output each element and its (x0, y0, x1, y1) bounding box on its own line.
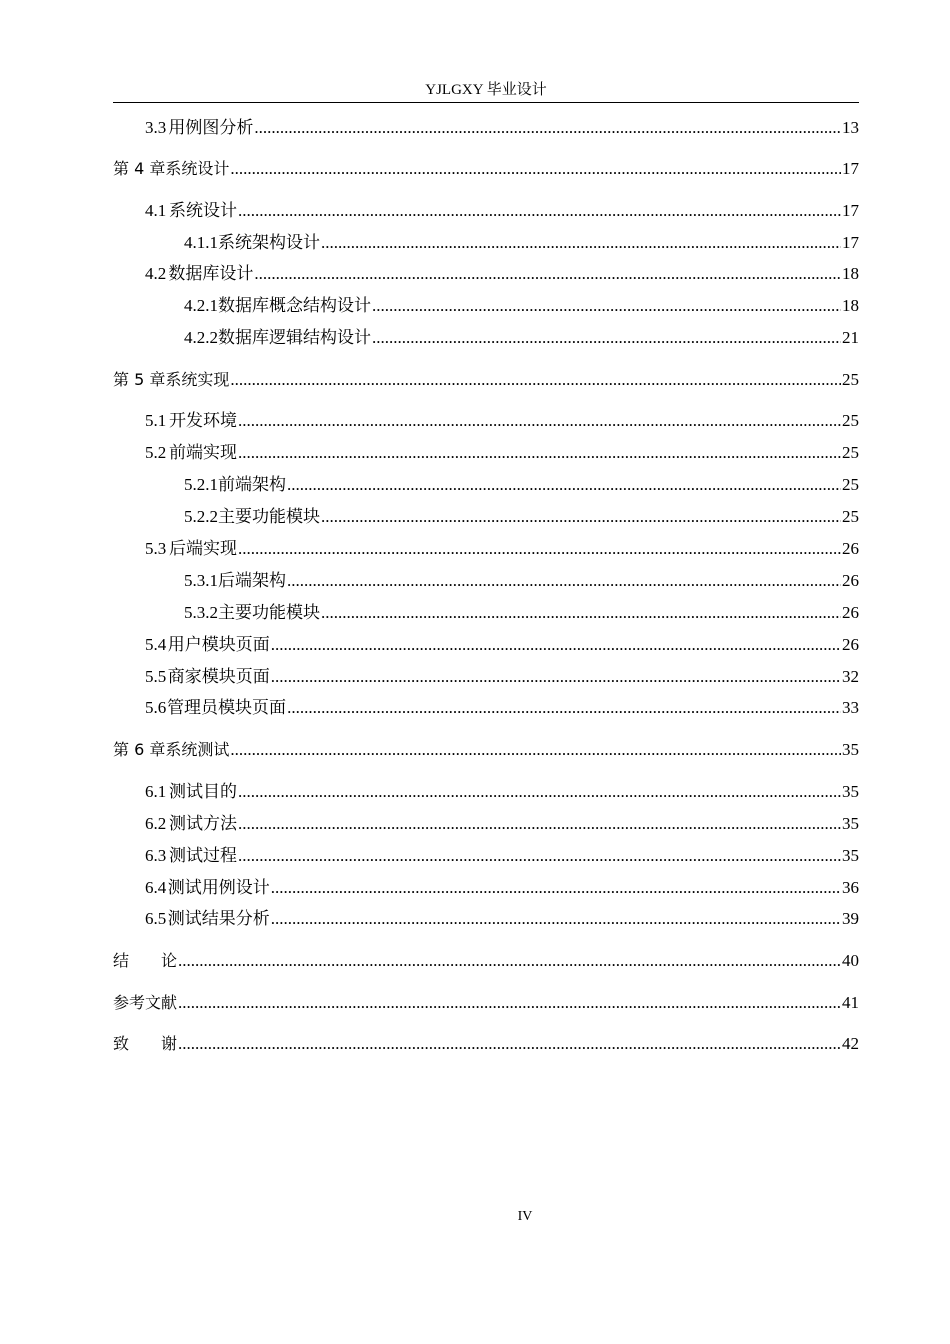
toc-dot-leader (271, 663, 841, 691)
toc-entry[interactable] (113, 599, 859, 627)
toc-entry-title: 后端实现 (169, 539, 238, 558)
toc-dot-leader (271, 631, 841, 659)
page-footer (50, 1208, 950, 1226)
toc-entry-number: 5.3 (145, 539, 167, 558)
header-title: YJLGXY 毕业设计 (425, 82, 547, 98)
toc-entry-title: 结 论 (113, 951, 178, 970)
toc-entry[interactable] (113, 694, 859, 722)
toc-entry[interactable] (113, 874, 859, 902)
toc-entry-page: 35 (842, 740, 859, 759)
toc-entry[interactable] (113, 663, 859, 691)
toc-entry[interactable] (113, 503, 859, 531)
toc-entry-title: 管理员模块页面 (167, 698, 287, 717)
toc-entry-title: 参考文献 (113, 993, 178, 1012)
toc-entry-page: 41 (842, 993, 859, 1012)
toc-entry[interactable] (113, 407, 859, 435)
toc-entry[interactable] (113, 229, 859, 257)
toc-dot-leader (287, 471, 841, 499)
toc-dot-leader (321, 229, 841, 257)
toc-entry[interactable] (113, 366, 859, 394)
header-rule (113, 102, 859, 103)
toc-entry-page: 17 (842, 233, 859, 252)
toc-entry-title: 数据库概念结构设计 (218, 296, 371, 315)
toc-dot-leader (238, 197, 841, 225)
toc-entry-number: 6.2 (145, 814, 167, 833)
toc-entry-page: 35 (842, 846, 859, 865)
toc-entry-number: 第 6 章 (113, 740, 166, 759)
toc-entry-title: 主要功能模块 (218, 507, 320, 526)
toc-entry-title: 系统测试 (165, 740, 230, 759)
toc-dot-leader (178, 1030, 841, 1058)
toc-entry-number: 5.5 (145, 667, 167, 686)
toc-entry[interactable] (113, 810, 859, 838)
toc-dot-leader (372, 324, 841, 352)
toc-entry-title: 用例图分析 (168, 118, 254, 137)
toc-entry-number: 5.2 (145, 443, 167, 462)
toc-entry-page: 25 (842, 370, 859, 389)
toc-entry-number: 6.5 (145, 909, 167, 928)
toc-entry-number: 6.3 (145, 846, 167, 865)
toc-entry-number: 第 5 章 (113, 370, 166, 389)
toc-dot-leader (254, 114, 841, 142)
toc-entry-title: 开发环境 (169, 411, 238, 430)
toc-dot-leader (321, 503, 841, 531)
toc-entry-title: 系统实现 (165, 370, 230, 389)
toc-dot-leader (230, 366, 841, 394)
toc-dot-leader (238, 810, 841, 838)
toc-entry-page: 17 (842, 159, 859, 178)
toc-dot-leader (230, 155, 841, 183)
toc-entry-page: 18 (842, 296, 859, 315)
toc-entry-page: 25 (842, 475, 859, 494)
toc-entry-number: 6.1 (145, 782, 167, 801)
toc-entry-page: 26 (842, 571, 859, 590)
toc-entry-number: 4.2.1 (184, 296, 218, 315)
toc-entry[interactable] (113, 324, 859, 352)
toc-entry-page: 40 (842, 951, 859, 970)
toc-entry-page: 25 (842, 411, 859, 430)
toc-entry-number: 3.3 (145, 118, 167, 137)
toc-entry[interactable] (113, 471, 859, 499)
toc-entry[interactable] (113, 989, 859, 1017)
toc-entry-title: 数据库设计 (168, 264, 254, 283)
toc-entry-title: 测试过程 (169, 846, 238, 865)
toc-entry[interactable] (113, 439, 859, 467)
toc-entry-number: 4.1.1 (184, 233, 218, 252)
toc-entry-number: 4.2 (145, 264, 167, 283)
toc-entry[interactable] (113, 1030, 859, 1058)
toc-entry-page: 35 (842, 814, 859, 833)
toc-entry-number: 5.1 (145, 411, 167, 430)
toc-entry-page: 32 (842, 667, 859, 686)
toc-entry-title: 测试目的 (169, 782, 238, 801)
toc-entry[interactable] (113, 736, 859, 764)
toc-entry-page: 26 (842, 539, 859, 558)
toc-entry-title: 系统设计 (169, 201, 238, 220)
toc-entry[interactable] (113, 155, 859, 183)
toc-dot-leader (238, 842, 841, 870)
toc-entry[interactable] (113, 631, 859, 659)
toc-dot-leader (230, 736, 841, 764)
toc-dot-leader (287, 567, 841, 595)
toc-entry-number: 4.2.2 (184, 328, 218, 347)
toc-dot-leader (321, 599, 841, 627)
toc-entry-page: 42 (842, 1034, 859, 1053)
toc-entry-page: 25 (842, 507, 859, 526)
toc-entry-title: 用户模块页面 (167, 635, 270, 654)
toc-entry[interactable] (113, 947, 859, 975)
toc-dot-leader (178, 989, 841, 1017)
toc-entry[interactable] (113, 905, 859, 933)
toc-entry-number: 5.4 (145, 635, 167, 654)
toc-dot-leader (238, 439, 841, 467)
toc-dot-leader (178, 947, 841, 975)
toc-entry-number: 5.6 (145, 698, 167, 717)
toc-entry[interactable] (113, 778, 859, 806)
toc-entry-page: 39 (842, 909, 859, 928)
toc-entry-number: 5.2.2 (184, 507, 218, 526)
toc-dot-leader (372, 292, 841, 320)
toc-entry[interactable] (113, 197, 859, 225)
toc-entry[interactable] (113, 842, 859, 870)
toc-dot-leader (238, 778, 841, 806)
toc-entry-page: 26 (842, 635, 859, 654)
toc-dot-leader (271, 874, 841, 902)
toc-entry[interactable] (113, 114, 859, 142)
toc-entry-page: 18 (842, 264, 859, 283)
toc-entry-title: 前端架构 (218, 475, 286, 494)
toc-entry[interactable] (113, 260, 859, 288)
toc-entry-page: 26 (842, 603, 859, 622)
toc-entry-page: 33 (842, 698, 859, 717)
toc-dot-leader (238, 535, 841, 563)
toc-entry-title: 系统设计 (165, 159, 230, 178)
toc-entry[interactable] (113, 535, 859, 563)
toc-entry-title: 主要功能模块 (218, 603, 320, 622)
toc-dot-leader (238, 407, 841, 435)
toc-entry-number: 5.2.1 (184, 475, 218, 494)
page-header (113, 80, 859, 100)
toc-entry-number: 4.1 (145, 201, 167, 220)
toc-entry-page: 13 (842, 118, 859, 137)
toc-dot-leader (271, 905, 841, 933)
toc-entry-page: 21 (842, 328, 859, 347)
toc-entry-title: 系统架构设计 (218, 233, 320, 252)
toc-entry-number: 第 4 章 (113, 159, 166, 178)
toc-entry-page: 36 (842, 878, 859, 897)
toc-entry-number: 6.4 (145, 878, 167, 897)
toc-entry-number: 5.3.2 (184, 603, 218, 622)
toc-entry-title: 测试方法 (169, 814, 238, 833)
toc-entry-page: 17 (842, 201, 859, 220)
toc-entry-title: 测试用例设计 (167, 878, 270, 897)
toc-entry-title: 前端实现 (169, 443, 238, 462)
toc-dot-leader (254, 260, 841, 288)
toc-entry[interactable] (113, 292, 859, 320)
toc-entry-page: 35 (842, 782, 859, 801)
toc-entry-title: 后端架构 (218, 571, 286, 590)
toc-entry-title: 测试结果分析 (167, 909, 270, 928)
toc-entry[interactable] (113, 567, 859, 595)
toc-entry-title: 致 谢 (113, 1034, 178, 1053)
toc-entry-title: 数据库逻辑结构设计 (218, 328, 371, 347)
toc-entry-title: 商家模块页面 (167, 667, 270, 686)
toc-entry-page: 25 (842, 443, 859, 462)
toc-entry-number: 5.3.1 (184, 571, 218, 590)
toc-dot-leader (287, 694, 841, 722)
page-number: IV (517, 1209, 533, 1224)
